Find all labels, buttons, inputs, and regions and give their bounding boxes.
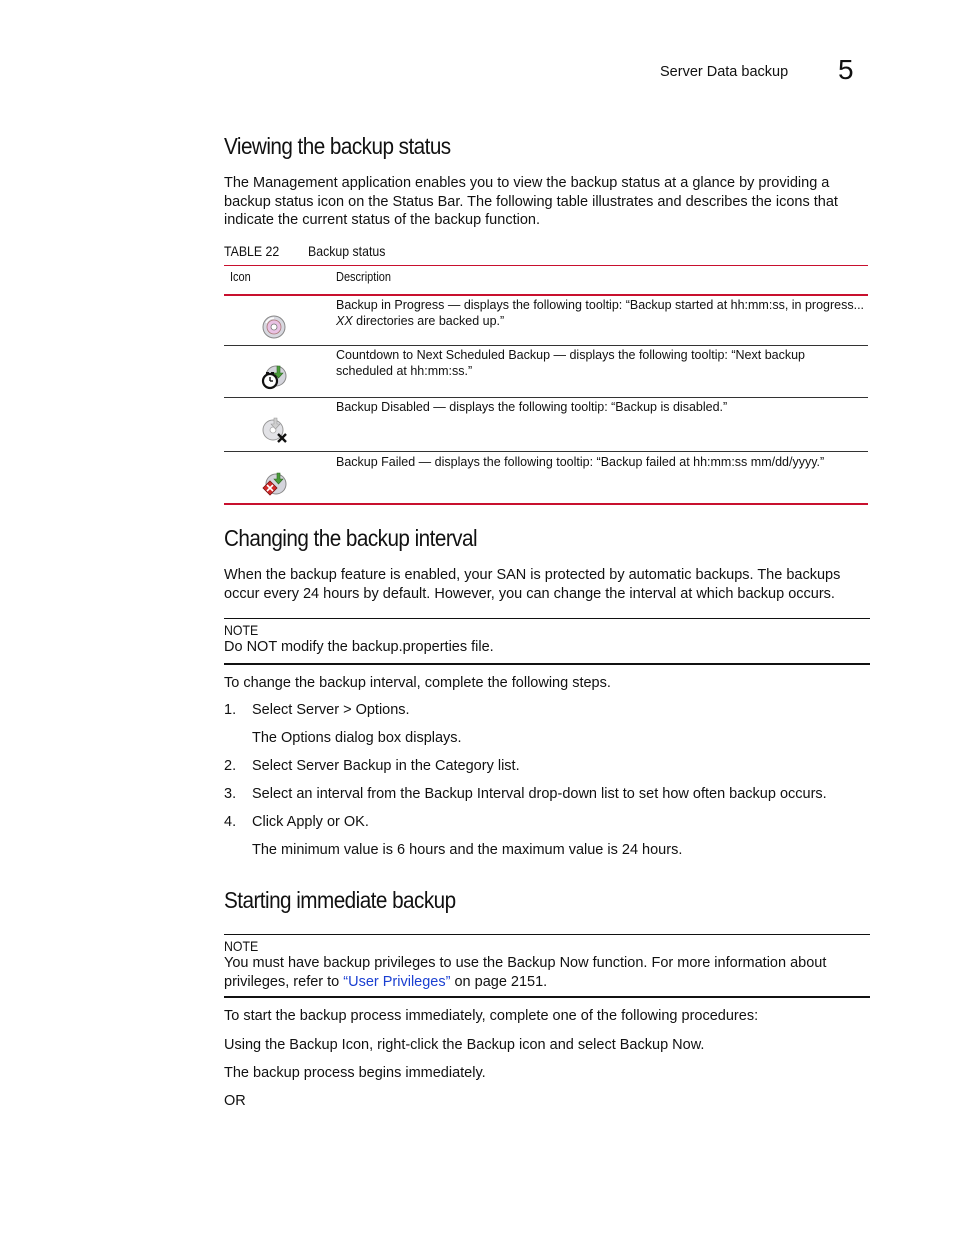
table-bottom-rule — [224, 503, 868, 505]
note-box — [224, 934, 870, 998]
note-label: NOTE — [224, 622, 259, 638]
ui-label: Server > Options — [296, 702, 406, 718]
table-row — [224, 399, 868, 451]
ui-label: Backup Now — [619, 1037, 701, 1053]
countdown-scheduled-backup-icon[interactable] — [260, 363, 288, 391]
row-description: Backup in Progress — displays the following tooltip: “Backup started at hh:mm:ss, in progress... XX directories are backed up.” — [336, 298, 865, 328]
ui-label: OK — [343, 814, 365, 830]
column-header-icon: Icon — [230, 270, 251, 284]
or-paragraph: OR — [224, 1093, 246, 1109]
heading-starting-immediate-backup: Starting immediate backup — [224, 887, 456, 913]
step-subtext: The Options dialog box displays. — [252, 730, 462, 746]
row-description: Countdown to Next Scheduled Backup — displays the following tooltip: “Next backup scheduled at hh:mm:ss.” — [336, 348, 806, 378]
ui-label: Backup Interval — [424, 786, 525, 802]
note-label: NOTE — [224, 938, 259, 954]
step-text: Select an interval from the Backup Interval drop-down list to set how often backup occurs. — [252, 786, 827, 802]
table-row — [224, 454, 868, 504]
chapter-number: 5 — [838, 54, 854, 85]
user-privileges-link[interactable]: “User Privileges” — [343, 973, 451, 990]
backup-disabled-icon[interactable] — [260, 415, 288, 443]
step-number: 4. — [224, 814, 237, 830]
viewing-intro-paragraph: The Management application enables you to view the backup status at a glance by providing a backup status icon on the Status Bar. The following table illustrates and describes the icons that indicate the current status of the backup function. — [224, 175, 838, 228]
step-subtext: The minimum value is 6 hours and the maximum value is 24 hours. — [252, 842, 683, 858]
row-description: Backup Disabled — displays the following tooltip: “Backup is disabled.” — [336, 400, 728, 414]
result-paragraph: The backup process begins immediately. — [224, 1065, 486, 1081]
note-text: You must have backup privileges to use the Backup Now function. For more information about privileges, refer to “User Privileges” on page 2151. — [224, 955, 827, 990]
table-top-rule — [224, 265, 868, 266]
table-title: Backup status — [308, 243, 386, 259]
procedure-paragraph: Using the Backup Icon, right-click the Backup icon and select Backup Now. — [224, 1037, 705, 1053]
table-row — [224, 297, 868, 345]
backup-in-progress-icon[interactable] — [260, 313, 288, 341]
row-divider — [224, 397, 868, 398]
ui-label: Options — [281, 730, 331, 746]
row-description: Backup Failed — displays the following tooltip: “Backup failed at hh:mm:ss mm/dd/yyyy.” — [336, 455, 825, 469]
step-text: Select Server Backup in the Category list. — [252, 758, 520, 774]
ui-label: Category — [434, 758, 494, 774]
table-header-rule — [224, 294, 868, 296]
row-divider — [224, 451, 868, 452]
note-text: Do NOT modify the backup.properties file. — [224, 639, 494, 655]
step-number: 1. — [224, 702, 237, 718]
note-box — [224, 618, 870, 665]
heading-viewing-backup-status: Viewing the backup status — [224, 133, 451, 159]
step-text: Select Server > Options. — [252, 702, 410, 718]
steps-intro: To change the backup interval, complete the following steps. — [224, 675, 611, 691]
step-text: Click Apply or OK. — [252, 814, 369, 830]
starting-intro-paragraph: To start the backup process immediately, complete one of the following procedures: — [224, 1008, 759, 1024]
table-row — [224, 347, 868, 397]
ui-label: Backup — [466, 1037, 515, 1053]
changing-intro-paragraph: When the backup feature is enabled, your SAN is protected by automatic backups. The backups occur every 24 hours by default. However, you can change the interval at which backup occurs. — [224, 567, 841, 602]
step-number: 3. — [224, 786, 237, 802]
backup-failed-icon[interactable] — [260, 470, 288, 498]
heading-changing-backup-interval: Changing the backup interval — [224, 525, 478, 551]
table-label: TABLE 22 — [224, 243, 280, 259]
running-header: Server Data backup — [660, 64, 789, 80]
ui-label: Server Backup — [296, 758, 392, 774]
row-divider — [224, 345, 868, 346]
step-number: 2. — [224, 758, 237, 774]
ui-label: Apply — [286, 814, 323, 830]
column-header-description: Description — [336, 270, 392, 284]
